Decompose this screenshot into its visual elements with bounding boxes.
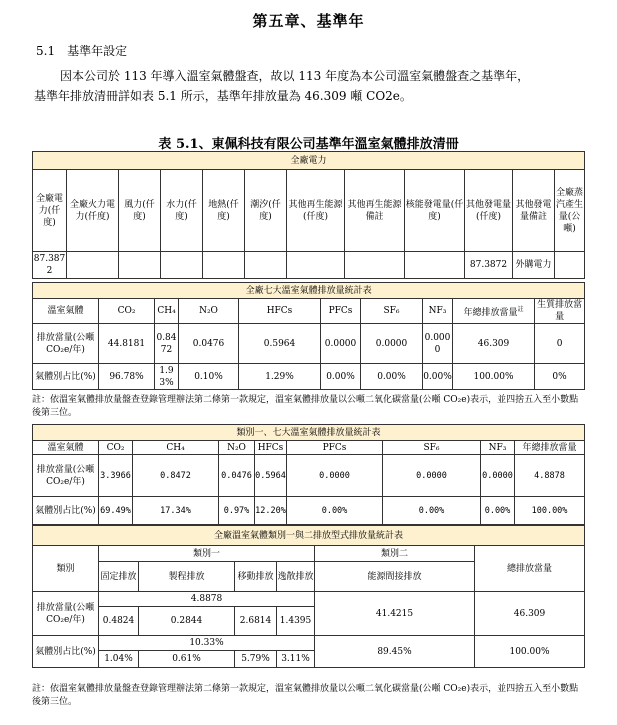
electricity-header: 其他再生能源(仟度) xyxy=(287,170,345,252)
electricity-header: 風力(仟度) xyxy=(119,170,161,252)
share-cell: 0.10% xyxy=(179,364,239,390)
electricity-value xyxy=(67,252,119,279)
seven-gases-header: CH₄ xyxy=(155,299,179,324)
chapter-title: 第五章、基準年 xyxy=(252,12,365,30)
note-1: 註：依溫室氣體排放量盤查登錄管理辦法第二條第一款規定，溫室氣體排放量以公噸二氧化碳當量(公噸 CO₂e)表示，並四捨五入至小數點後第三位。 xyxy=(32,395,579,418)
electricity-value xyxy=(405,252,465,279)
share-cell: 氣體別占比(%) xyxy=(33,364,99,390)
electricity-value xyxy=(119,252,161,279)
share-cell: 100.00% xyxy=(453,364,535,390)
table-title: 表 5.1、東佩科技有限公司基準年溫室氣體排放清冊 xyxy=(158,137,459,152)
mobile-emission-header: 移動排放 xyxy=(235,562,277,592)
process-emission-value: 0.2844 xyxy=(139,607,235,636)
category1-emission-cell: 0.0000 xyxy=(383,455,481,497)
emission-cell: 0.0000 xyxy=(321,324,361,364)
section-heading: 5.1 基準年設定 xyxy=(36,44,128,58)
category1-header: 年總排放當量 xyxy=(515,441,585,455)
category1-emission-cell: 0.0000 xyxy=(481,455,515,497)
category1-header: SF₆ xyxy=(383,441,481,455)
electricity-header: 潮汐(仟度) xyxy=(245,170,287,252)
electricity-value xyxy=(555,252,585,279)
share-cell: 1.29% xyxy=(239,364,321,390)
category1-header: 溫室氣體 xyxy=(33,441,99,455)
category-emission-table xyxy=(32,525,585,668)
category1-share-cell: 69.49% xyxy=(99,497,133,525)
category1-header: CO₂ xyxy=(99,441,133,455)
share-cell: 1.93% xyxy=(155,364,179,390)
category2-emission: 41.4215 xyxy=(315,592,475,636)
electricity-value xyxy=(161,252,203,279)
fixed-emission-value: 0.4824 xyxy=(99,607,139,636)
share-cell: 0.00% xyxy=(361,364,423,390)
paragraph-line-1: 因本公司於 113 年導入溫室氣體盤查，故以 113 年度為本公司溫室氣體盤查之基準年， xyxy=(60,69,530,83)
seven-gases-header: 生質排放當量 xyxy=(535,299,585,324)
category1-table-title: 類別一、七大溫室氣體排放量統計表 xyxy=(33,425,585,441)
fixed-emission-header: 固定排放 xyxy=(99,562,139,592)
seven-gases-header: PFCs xyxy=(321,299,361,324)
category1-emission-cell: 4.8878 xyxy=(515,455,585,497)
emission-row-label: 排放當量(公噸 CO₂e/年) xyxy=(33,592,99,636)
emission-cell: 0.0000 xyxy=(423,324,453,364)
electricity-value xyxy=(345,252,405,279)
category1-header: HFCs xyxy=(255,441,287,455)
category1-emission-cell: 3.3966 xyxy=(99,455,133,497)
emission-cell: 0 xyxy=(535,324,585,364)
category1-table xyxy=(32,424,585,525)
seven-gases-table xyxy=(32,282,585,390)
electricity-header: 全廠火力電力(仟度) xyxy=(67,170,119,252)
category1-emission-cell: 0.5964 xyxy=(255,455,287,497)
category1-emission-total: 4.8878 xyxy=(99,592,315,607)
category1-header: N₂O xyxy=(219,441,255,455)
total-header-label: 年總排放當量 xyxy=(463,307,518,318)
mobile-share-value: 5.79% xyxy=(235,651,277,668)
category1-header: NF₃ xyxy=(481,441,515,455)
category1-emission-cell: 0.8472 xyxy=(133,455,219,497)
seven-gases-header: SF₆ xyxy=(361,299,423,324)
category1-emission-cell: 0.0000 xyxy=(287,455,383,497)
note-2: 註：依溫室氣體排放量盤查登錄管理辦法第二條第一款規定，溫室氣體排放量以公噸二氧化碳當量(公噸 CO₂e)表示，並四捨五入至小數點後第三位。 xyxy=(32,684,579,707)
share-cell: 0% xyxy=(535,364,585,390)
process-emission-header: 製程排放 xyxy=(139,562,235,592)
emission-cell: 0.8472 xyxy=(155,324,179,364)
electricity-value xyxy=(245,252,287,279)
intro-paragraph xyxy=(34,66,594,106)
electricity-header: 全廠電力(仟度) xyxy=(33,170,67,252)
category2-share: 89.45% xyxy=(315,636,475,668)
category1-emission-cell: 0.0476 xyxy=(219,455,255,497)
share-cell: 0.00% xyxy=(423,364,453,390)
fugitive-emission-header: 逸散排放 xyxy=(277,562,315,592)
electricity-header: 核能發電量(仟度) xyxy=(405,170,465,252)
paragraph-line-2: 基準年排放清冊詳如表 5.1 所示，基準年排放量為 46.309 噸 CO2e。 xyxy=(34,89,412,103)
seven-gases-header: CO₂ xyxy=(99,299,155,324)
category1-share-cell: 17.34% xyxy=(133,497,219,525)
category1-share-cell: 100.00% xyxy=(515,497,585,525)
fugitive-emission-value: 1.4395 xyxy=(277,607,315,636)
seven-gases-header: NF₃ xyxy=(423,299,453,324)
seven-gases-header: N₂O xyxy=(179,299,239,324)
total-share: 100.00% xyxy=(475,636,585,668)
emission-cell: 0.0000 xyxy=(361,324,423,364)
emission-cell: 0.5964 xyxy=(239,324,321,364)
electricity-value xyxy=(287,252,345,279)
category1-emission-cell: 排放當量(公噸 CO₂e/年) xyxy=(33,455,99,497)
electricity-header: 地熱(仟度) xyxy=(203,170,245,252)
mobile-emission-value: 2.6814 xyxy=(235,607,277,636)
share-cell: 96.78% xyxy=(99,364,155,390)
seven-gases-table-title: 全廠七大溫室氣體排放量統計表 xyxy=(33,283,585,299)
seven-gases-header: HFCs xyxy=(239,299,321,324)
category1-share-cell: 0.00% xyxy=(481,497,515,525)
energy-indirect-header: 能源間接排放 xyxy=(315,562,475,592)
emission-cell: 0.0476 xyxy=(179,324,239,364)
category-emission-table-title: 全廠溫室氣體類別一與二排放型式排放量統計表 xyxy=(33,526,585,546)
category1-share-cell: 0.97% xyxy=(219,497,255,525)
total-header: 總排放當量 xyxy=(475,546,585,592)
electricity-header: 全廠蒸汽產生量(公噸) xyxy=(555,170,585,252)
category1-header: CH₄ xyxy=(133,441,219,455)
total-emission: 46.309 xyxy=(475,592,585,636)
category-header: 類別 xyxy=(33,546,99,592)
fugitive-share-value: 3.11% xyxy=(277,651,315,668)
electricity-header: 其他再生能源備註 xyxy=(345,170,405,252)
electricity-header: 其他發電量(仟度) xyxy=(465,170,513,252)
electricity-value xyxy=(203,252,245,279)
category1-header: 類別一 xyxy=(99,546,315,562)
seven-gases-header-total xyxy=(453,299,535,324)
category1-share-total: 10.33% xyxy=(99,636,315,651)
electricity-value: 87.3872 xyxy=(33,252,67,279)
share-cell: 0.00% xyxy=(321,364,361,390)
electricity-table xyxy=(32,151,585,279)
electricity-value: 87.3872 xyxy=(465,252,513,279)
fixed-share-value: 1.04% xyxy=(99,651,139,668)
category1-share-cell: 氣體別占比(%) xyxy=(33,497,99,525)
emission-cell: 46.309 xyxy=(453,324,535,364)
category2-header: 類別二 xyxy=(315,546,475,562)
category1-share-cell: 0.00% xyxy=(287,497,383,525)
category1-share-cell: 12.20% xyxy=(255,497,287,525)
electricity-table-title: 全廠電力 xyxy=(33,152,585,170)
emission-cell: 排放當量(公噸 CO₂e/年) xyxy=(33,324,99,364)
electricity-value: 外購電力 xyxy=(513,252,555,279)
electricity-header: 其他發電量備註 xyxy=(513,170,555,252)
seven-gases-header: 溫室氣體 xyxy=(33,299,99,324)
electricity-header: 水力(仟度) xyxy=(161,170,203,252)
total-header-superscript: 註 xyxy=(517,305,524,313)
process-share-value: 0.61% xyxy=(139,651,235,668)
category1-header: PFCs xyxy=(287,441,383,455)
share-row-label: 氣體別占比(%) xyxy=(33,636,99,668)
category1-share-cell: 0.00% xyxy=(383,497,481,525)
emission-cell: 44.8181 xyxy=(99,324,155,364)
